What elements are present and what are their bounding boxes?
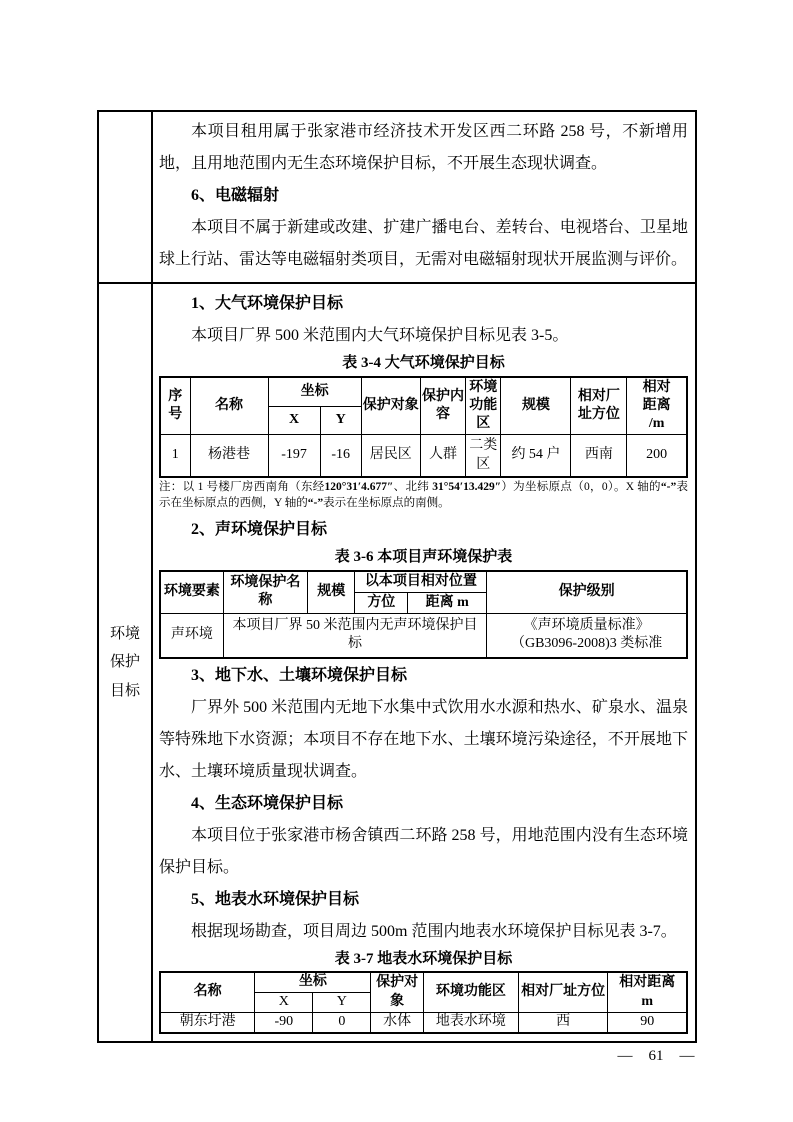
cell-description: 本项目厂界 50 米范围内无声环境保护目标: [223, 614, 486, 658]
col-header-content: 保护内容: [420, 377, 465, 435]
paragraph-project-site: 本项目租用属于张家港市经济技术开发区西二环路 258 号，不新增用地，且用地范围内无生态环境保护目标，不开展生态现状调查。: [159, 123, 688, 172]
cell-y: -16: [320, 435, 361, 477]
paragraph-ecology: 本项目位于张家港市杨舍镇西二环路 258 号，用地范围内没有生态环境保护目标。: [159, 826, 688, 876]
cell-name: 朝东圩港: [160, 1013, 255, 1033]
page-number: [596, 1048, 716, 1065]
section-heading-1: 1、大气环境保护目标: [191, 295, 344, 312]
cell-zone: 二类区: [466, 435, 501, 477]
electromagnetic-content: [153, 112, 695, 282]
row-label-cell-empty: [99, 112, 153, 282]
table-row-header: [160, 972, 687, 992]
col-header-y: Y: [320, 406, 361, 435]
col-header-relative-position: 以本项目相对位置: [355, 571, 487, 593]
paragraph-surface-water: 根据现场勘查，项目周边 500m 范围内地表水环境保护目标见表 3-7。: [191, 922, 677, 940]
col-header-zone: 环境功能区: [466, 377, 501, 435]
cell-name: 杨港巷: [190, 435, 268, 477]
page-number-value: 61: [648, 1048, 664, 1064]
cell-x: -197: [268, 435, 320, 477]
section-heading-4: 4、生态环境保护目标: [191, 794, 344, 812]
cell-distance: 200: [627, 435, 687, 477]
page-number-dash-left: —: [617, 1048, 633, 1064]
paragraph-air-target: 本项目厂界 500 米范围内大气环境保护目标见表 3-5。: [191, 327, 569, 344]
row-label-line: 环境: [109, 625, 140, 642]
table-3-7-surface-water-targets: [159, 971, 688, 1034]
cell-y: 0: [313, 1013, 371, 1033]
row-protection-targets: [99, 284, 695, 1041]
page-number-dash-right: —: [679, 1048, 695, 1064]
cell-distance: 90: [608, 1013, 687, 1033]
row-label-line: 保护: [109, 654, 140, 671]
table-3-4-note: 注：以 1 号楼厂房西南角（东经120°31′4.677″、北纬 31°54′13.429″）为坐标原点（0，0）。X 轴的“-”表示在坐标原点的西侧，Y 轴的“-”表示在坐标原点的南侧。: [159, 480, 689, 510]
col-header-scale: 规模: [308, 571, 355, 614]
cell-zone: 地表水环境: [423, 1013, 518, 1033]
col-header-direction: 相对厂址方位: [571, 377, 627, 435]
cell-protection-level: 《声环境质量标准》 （GB3096-2008)3 类标准: [487, 614, 687, 658]
cell-x: -90: [255, 1013, 313, 1033]
table-row-header: [160, 571, 687, 593]
col-header-object: 保护对象: [361, 377, 420, 435]
cell-seq: 1: [160, 435, 190, 477]
cell-direction: 西南: [571, 435, 627, 477]
row-label-protection-targets: [99, 284, 153, 1041]
col-header-y: Y: [313, 993, 371, 1013]
table-3-4-title: 表 3-4 大气环境保护目标: [342, 355, 505, 371]
section-heading-3: 3、地下水、土壤环境保护目标: [191, 666, 408, 684]
table-3-6-title: 表 3-6 本项目声环境保护表: [334, 549, 513, 566]
paragraph-em-radiation: 本项目不属于新建或改建、扩建广播电台、差转台、电视塔台、卫星地球上行站、雷达等电磁辐射类项目，无需对电磁辐射现状开展监测与评价。: [159, 219, 688, 268]
section-heading-5: 5、地表水环境保护目标: [191, 890, 360, 908]
col-header-distance: 距离 m: [408, 592, 487, 613]
cell-direction: 西: [518, 1013, 608, 1033]
col-header-coord: 坐标: [268, 377, 361, 406]
col-header-scale: 规模: [501, 377, 571, 435]
col-header-seq: 序号: [160, 377, 190, 435]
table-row: [160, 435, 687, 477]
row-electromagnetic: [99, 112, 695, 284]
cell-content: 人群: [420, 435, 465, 477]
cell-element: 声环境: [160, 614, 223, 658]
col-header-zone: 环境功能区: [423, 972, 518, 1012]
col-header-direction: 方位: [355, 592, 408, 613]
col-header-x: X: [255, 993, 313, 1013]
col-header-name: 名称: [160, 972, 255, 1012]
col-header-name: 名称: [190, 377, 268, 435]
row-label-line: 目标: [109, 682, 140, 699]
section-heading-2: 2、声环境保护目标: [191, 521, 328, 539]
table-3-4-air-targets: [159, 376, 688, 478]
col-header-direction: 相对厂址方位: [518, 972, 608, 1012]
col-header-coord: 坐标: [255, 972, 371, 992]
table-row-header: [160, 377, 687, 406]
col-header-distance: 相对 距离 /m: [627, 377, 687, 435]
table-row: [160, 1013, 687, 1033]
table-3-7-title: 表 3-7 地表水环境保护目标: [334, 950, 513, 967]
cell-object: 水体: [371, 1013, 424, 1033]
col-header-object: 保护对象: [371, 972, 424, 1012]
cell-scale: 约 54 户: [501, 435, 571, 477]
protection-targets-content: [153, 284, 695, 1041]
paragraph-groundwater: 厂界外 500 米范围内无地下水集中式饮用水水源和热水、矿泉水、温泉等特殊地下水资源；本项目不存在地下水、土壤环境污染途径，不开展地下水、土壤环境质量现状调查。: [159, 698, 688, 780]
col-header-x: X: [268, 406, 320, 435]
section-heading-6: 6、电磁辐射: [191, 187, 280, 204]
cell-object: 居民区: [361, 435, 420, 477]
col-header-level: 保护级别: [487, 571, 687, 614]
report-form-table: [97, 110, 697, 1043]
col-header-name: 环境保护名称: [223, 571, 307, 614]
table-row: [160, 614, 687, 658]
table-3-6-noise-targets: [159, 570, 688, 659]
col-header-element: 环境要素: [160, 571, 223, 614]
col-header-distance: 相对距离 m: [608, 972, 687, 1012]
